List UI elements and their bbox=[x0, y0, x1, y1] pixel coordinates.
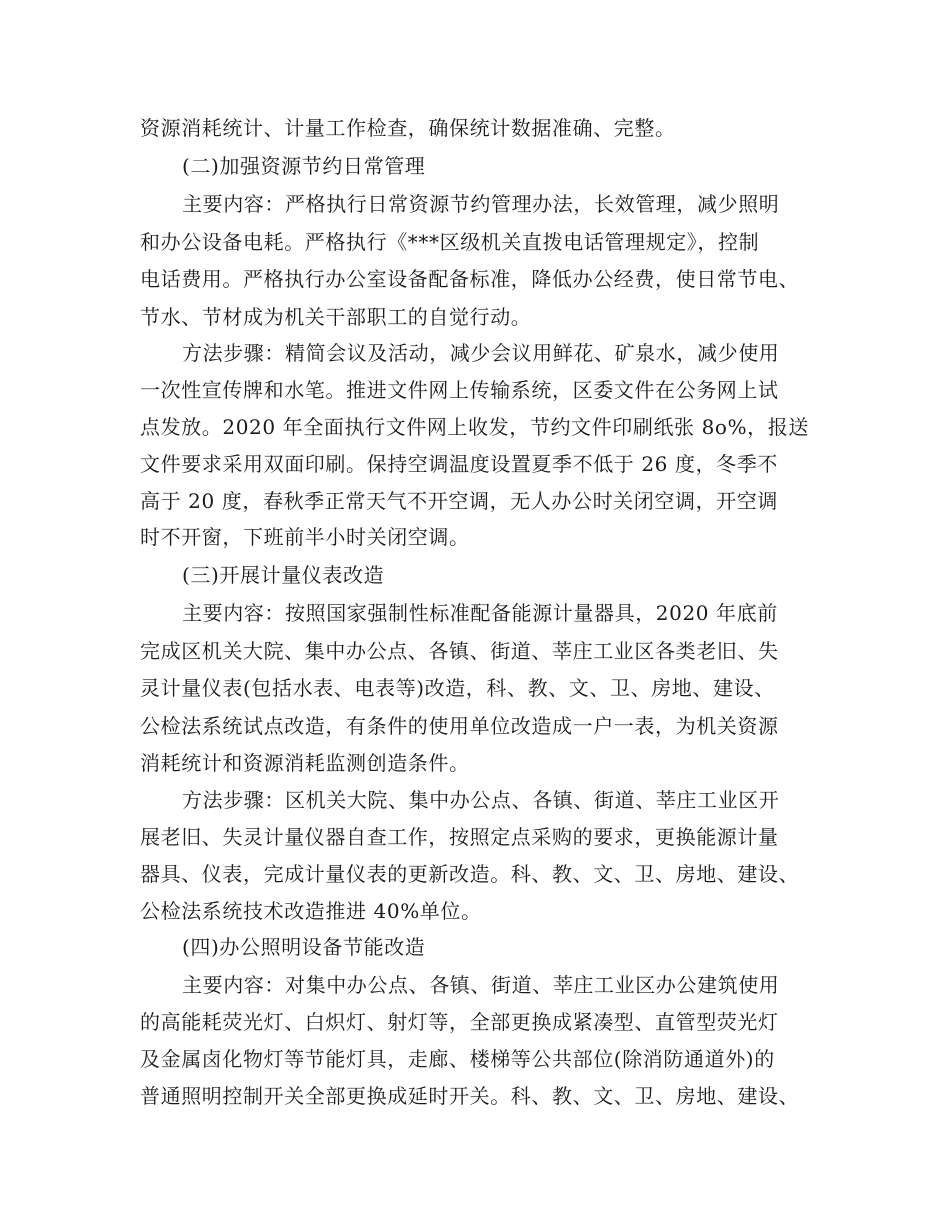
text-line: 消耗统计和资源消耗监测创造条件。 bbox=[140, 751, 470, 775]
text-line: 的高能耗荧光灯、白炽灯、射灯等，全部更换成紧凑型、直管型荧光灯 bbox=[140, 1010, 779, 1034]
text-line: 时不开窗，下班前半小时关闭空调。 bbox=[140, 525, 470, 549]
text-line: 文件要求采用双面印刷。保持空调温度设置夏季不低于 26 度，冬季不 bbox=[140, 452, 778, 476]
text-line: 节水、节材成为机关干部职工的自觉行动。 bbox=[140, 305, 532, 329]
text-line: 完成区机关大院、集中办公点、各镇、街道、莘庄工业区各类老旧、失 bbox=[140, 639, 779, 663]
text-line: 公检法系统技术改造推进 40%单位。 bbox=[140, 899, 482, 923]
text-line: 方法步骤：区机关大院、集中办公点、各镇、街道、莘庄工业区开 bbox=[182, 788, 780, 812]
text-line: 主要内容：严格执行日常资源节约管理办法，长效管理，减少照明 bbox=[182, 192, 780, 216]
text-line: 灵计量仪表(包括水表、电表等)改造，科、教、文、卫、房地、建设、 bbox=[140, 676, 775, 700]
text-line: 一次性宣传牌和水笔。推进文件网上传输系统，区委文件在公务网上试 bbox=[140, 378, 779, 402]
text-line: 普通照明控制开关全部更换成延时开关。科、教、文、卫、房地、建设、 bbox=[140, 1084, 800, 1108]
text-line: 公检法系统试点改造，有条件的使用单位改造成一户一表，为机关资源 bbox=[140, 714, 779, 738]
text-line: 电话费用。严格执行办公室设备配备标准，降低办公经费，使日常节电、 bbox=[140, 267, 800, 291]
text-line: 主要内容：对集中办公点、各镇、街道、莘庄工业区办公建筑使用 bbox=[182, 973, 780, 997]
text-line: 方法步骤：精简会议及活动，减少会议用鲜花、矿泉水，减少使用 bbox=[182, 341, 780, 365]
text-line: 展老旧、失灵计量仪器自查工作，按照定点采购的要求，更换能源计量 bbox=[140, 825, 779, 849]
section-heading: (二)加强资源节约日常管理 bbox=[182, 154, 426, 178]
text-line: 资源消耗统计、计量工作检查，确保统计数据准确、完整。 bbox=[140, 116, 676, 140]
text-line: 高于 20 度，春秋季正常天气不开空调，无人办公时关闭空调，开空调 bbox=[140, 489, 778, 513]
text-line: 及金属卤化物灯等节能灯具，走廊、楼梯等公共部位(除消防通道外)的 bbox=[140, 1047, 775, 1071]
text-line: 点发放。2020 年全面执行文件网上收发，节约文件印刷纸张 8o%，报送 bbox=[140, 415, 809, 439]
section-heading: (四)办公照明设备节能改造 bbox=[182, 935, 426, 959]
text-line: 器具、仪表，完成计量仪表的更新改造。科、教、文、卫、房地、建设、 bbox=[140, 862, 800, 886]
section-heading: (三)开展计量仪表改造 bbox=[182, 563, 385, 587]
text-line: 和办公设备电耗。严格执行《***区级机关直拨电话管理规定》，控制 bbox=[140, 230, 760, 254]
text-line: 主要内容：按照国家强制性标准配备能源计量器具，2020 年底前 bbox=[182, 601, 778, 625]
